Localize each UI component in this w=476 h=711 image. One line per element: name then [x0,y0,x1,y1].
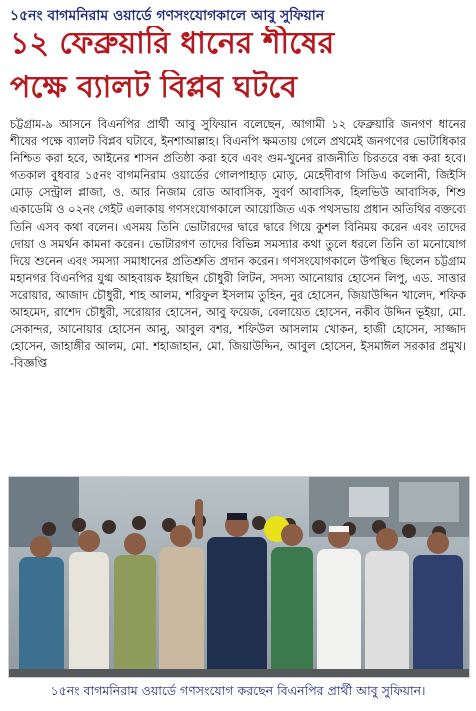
photo-caption: ১৫নং বাগমনিরাম ওয়ার্ডে গণসংযোগ করছেন বিএনপির প্রার্থী আবু সুফিয়ান। [50,683,426,698]
rally-photo-illustration [9,477,469,677]
headline-line-2: পক্ষে ব্যালট বিপ্লব ঘটবে [10,70,297,105]
article-body: চট্টগ্রাম-৯ আসনে বিএনপির প্রার্থী আবু সুফিয়ান বলেছেন, আগামী ১২ ফেব্রুয়ারি জনগণ ধানের শীষের পক্ষে ব্যালট বিপ্লব ঘটাবে, ইনশাআল্লাহ। বিএনপি ক্ষমতায় গেলে প্রথমেই জনগণের ভোটাধিকার নিশ্চিত করা হবে, আইনের শাসন প্রতিষ্ঠা করা হবে এবং গুম-খুনের রাজনীতি চিরতরে বন্ধ করা হবে। গতকাল বুধবার ১৫নং বাগমনিরাম ওয়ার্ডের গোলপাহাড় মোড়, মেহেদীবাগ সিডিএ কলোনী, জিইসি মোড় সেন্ট্রাল প্লাজা, ও. আর নিজাম রোড আবাসিক, সুবর্ণ আবাসিক, হিলভিউ আবাসিক, শিশু একাডেমি ও ০২নং গেইট এলাকায় গণসংযোগকালে আয়োজিত এক পথসভায় প্রধান অতিথির বক্তব্যে তিনি এসব কথা বলেন। এসময় তিনি ভোটারদের দ্বারে দ্বারে গিয়ে কুশল বিনিময় করেন এবং তাদের দোয়া ও সমর্থন কামনা করেন। ভোটারগণ তাদের বিভিন্ন সমস্যার কথা তুলে ধরলে তিনি তা মনোযোগ দিয়ে শুনেন এবং সমস্যা সমাধানের প্রতিশ্রুতি প্রদান করেন। গণসংযোগকালে উপস্থিত ছিলেন চট্টগ্রাম মহানগর বিএনপির যুগ্ম আহবায়ক ইয়াছিন চৌধুরী লিটন, সদস্য আনোয়ার হোসেন লিপু, এড. সাত্তার সরোয়ার, আজাদ চৌধুরী, শাহ আলম, শরিফুল ইসলাম তুহিন, নুর হোসেন, জিয়াউদ্দিন খালেদ, শফিক আহমেদ, রাশেদ চৌধুরী, সরোয়ার হোসেন, আবু ফয়েজ, বেলায়েত হোসেন, নকীব উদ্দিন ভূইয়া, মো. সেকান্দর, আনোয়ার হোসেন আনু, আবুল বশর, শফিউল আসলাম খোকন, হাজী হোসেন, সাজ্জাদ হোসেন, জাহাঙ্গীর আলম, মো. শহাজাহান, মো. জিয়াউদ্দিন, আবুল হোসেন, ইসমাঈল সরকার প্রমুখ। -বিজ্ঞপ্তি [10,117,466,371]
rally-photo [8,476,470,678]
headline-line-1: ১২ ফেব্রুয়ারি ধানের শীষের [10,26,335,61]
article-kicker: ১৫নং বাগমনিরাম ওয়ার্ডে গণসংযোগকালে আবু সুফিয়ান [10,8,325,24]
